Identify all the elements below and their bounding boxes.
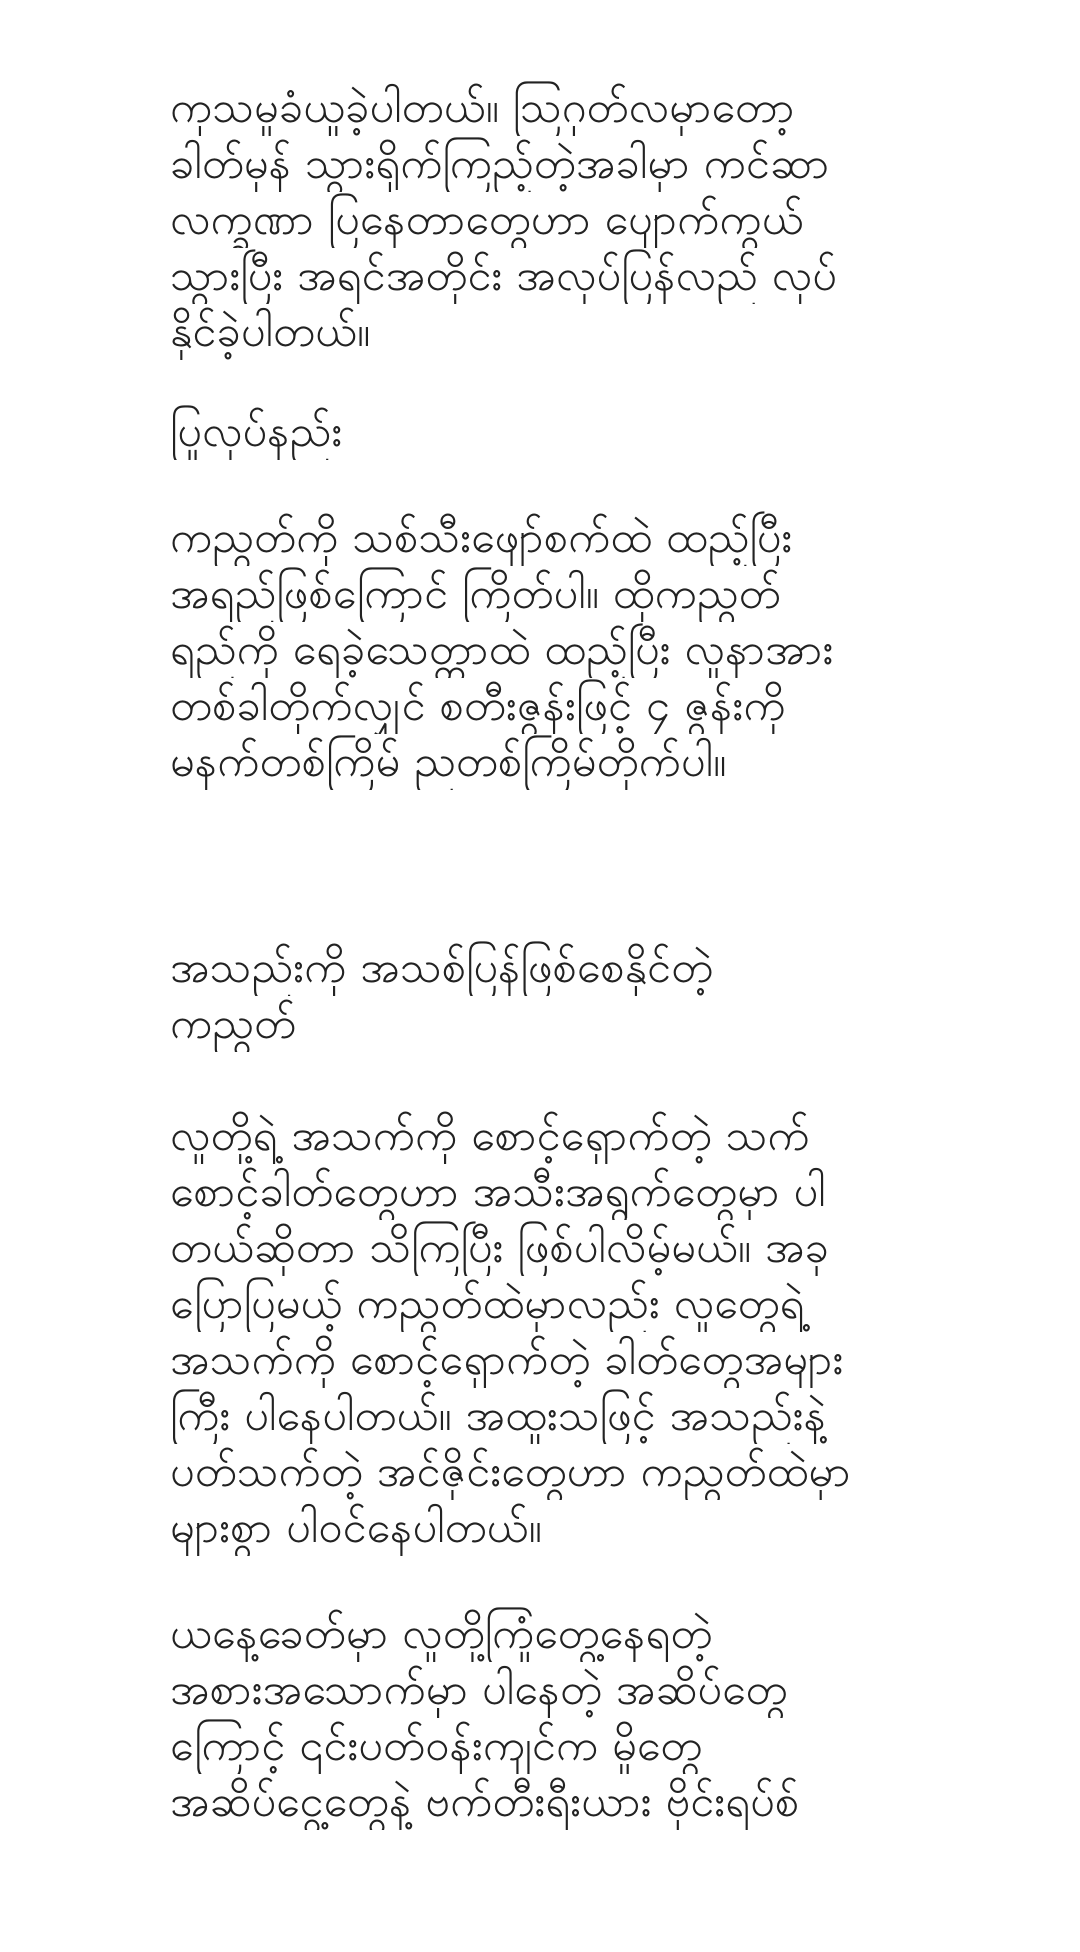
paragraph-line: စောင့်ခါတ်တွေဟာ အသီးအရွက်တွေမှာ ပါ [170, 1167, 826, 1217]
heading-line: အသည်းကို အသစ်ပြန်ဖြစ်စေနိုင်တဲ့ [170, 943, 714, 993]
paragraph-line: နိုင်ခဲ့ပါတယ်။ [170, 307, 371, 357]
paragraph-2 [170, 510, 930, 790]
paragraph-line: သွားပြီး အရင်အတိုင်း အလုပ်ပြန်လည် လုပ် [170, 251, 837, 301]
paragraph-line: အသက်ကို စောင့်ရှောက်တဲ့ ခါတ်တွေအများ [170, 1335, 844, 1385]
paragraph-line: လူတို့ရဲ့ အသက်ကို စောင့်ရှောက်တဲ့ သက် [170, 1111, 810, 1161]
paragraph-line: ပြောပြမယ့် ကညွတ်ထဲမှာလည်း လူတွေရဲ့ [170, 1279, 805, 1329]
paragraph-line: ပတ်သက်တဲ့ အင်ဇိုင်းတွေဟာ ကညွတ်ထဲမှာ [170, 1447, 851, 1497]
heading-line: ကညွတ် [170, 999, 297, 1049]
paragraph-line: ခါတ်မှန် သွားရိုက်ကြည့်တဲ့အခါမှာ ကင်ဆာ [170, 139, 830, 189]
paragraph-line: ကြောင့် ၎င်းပတ်ဝန်းကျင်က မှိုတွေ [170, 1721, 703, 1771]
paragraph-line: ကုသမှုခံယူခဲ့ပါတယ်။ ဩဂုတ်လမှာတော့ [170, 83, 795, 133]
paragraph-line: ရည်ကို ရေခဲ့သေတ္တာထဲ ထည့်ပြီး လူနာအား [170, 625, 834, 675]
paragraph-line: တယ်ဆိုတာ သိကြပြီး ဖြစ်ပါလိမ့်မယ်။ အခု [170, 1223, 830, 1273]
paragraph-line: ကညွတ်ကို သစ်သီးဖျော်စက်ထဲ ထည့်ပြီး [170, 513, 793, 563]
paragraph-line: ယနေ့ခေတ်မှာ လူတို့ကြုံတွေ့နေရတဲ့ [170, 1609, 713, 1659]
heading-line: ပြုလုပ်နည်း [170, 407, 343, 457]
paragraph-line: ကြီး ပါနေပါတယ်။ အထူးသဖြင့် အသည်းနဲ့ [170, 1391, 827, 1441]
paragraph-line: များစွာ ပါဝင်နေပါတယ်။ [170, 1503, 542, 1553]
section-heading-preparation [170, 404, 930, 460]
paragraph-line: အရည်ဖြစ်ကြောင် ကြိတ်ပါ။ ထိုကညွတ် [170, 569, 781, 619]
paragraph-line: အစားအသောက်မှာ ပါနေတဲ့ အဆိပ်တွေ [170, 1665, 788, 1715]
paragraph-line: အဆိပ်ငွေ့တွေနဲ့ ဗက်တီးရီးယား ဗိုင်းရပ်စ် [170, 1777, 800, 1827]
paragraph-line: တစ်ခါတိုက်လျှင် စတီးဇွန်းဖြင့် ၄ ဇွန်းကို [170, 681, 786, 731]
paragraph-line: မနက်တစ်ကြိမ် ညတစ်ကြိမ်တိုက်ပါ။ [170, 737, 727, 787]
paragraph-1 [170, 80, 930, 360]
paragraph-line: လက္ခဏာ ပြနေတာတွေဟာ ပျောက်ကွယ် [170, 195, 804, 245]
section-heading-liver [170, 940, 930, 1052]
paragraph-4 [170, 1606, 930, 1830]
paragraph-3 [170, 1108, 930, 1556]
